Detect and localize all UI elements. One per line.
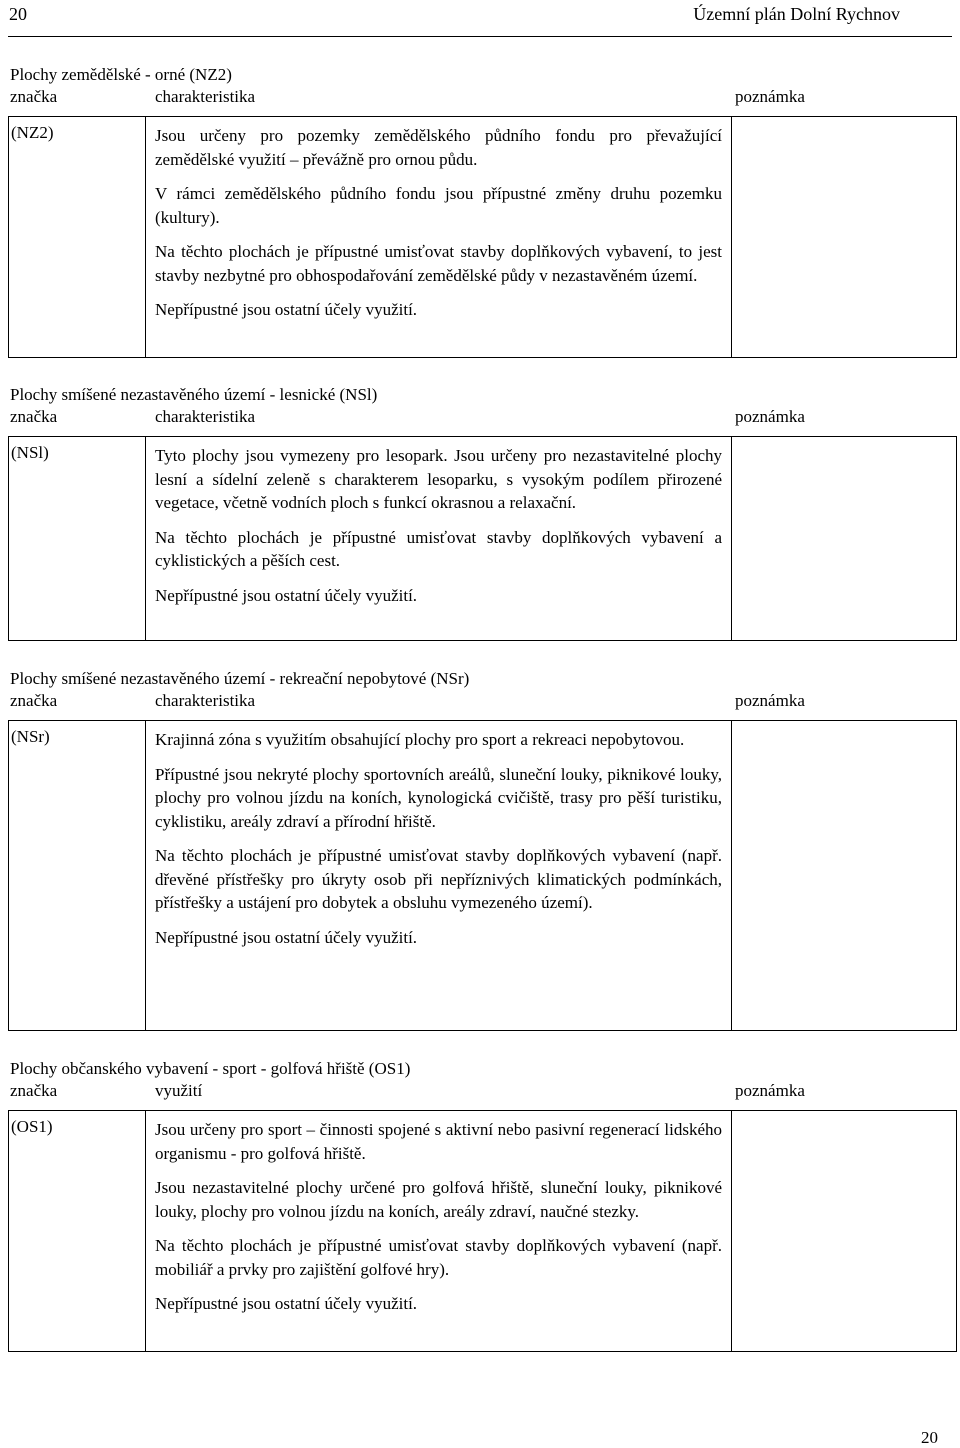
column-header-characteristics: charakteristika xyxy=(155,691,256,710)
paragraph: V rámci zemědělského půdního fondu jsou přípustné změny druhu pozemku (kultury). xyxy=(155,184,722,227)
paragraph: Jsou určeny pro sport – činnosti spojené s aktivní nebo pasivní regenerací lidského organismu - pro golfová hřiště. xyxy=(155,1120,722,1163)
characteristics-text xyxy=(155,1118,722,1316)
table-header xyxy=(8,1079,958,1103)
column-divider xyxy=(731,437,732,640)
column-header-characteristics: charakteristika xyxy=(155,87,256,106)
characteristics-text xyxy=(155,728,722,949)
table-header xyxy=(8,85,958,109)
paragraph: Na těchto plochách je přípustné umisťovat stavby doplňkových vybavení a cyklistických a pěších cest. xyxy=(155,527,722,570)
column-divider xyxy=(145,117,146,357)
regulation-table xyxy=(8,116,957,358)
column-divider xyxy=(731,721,732,1030)
header-document-title: Územní plán Dolní Rychnov xyxy=(693,4,900,24)
area-code: (NZ2) xyxy=(11,123,54,142)
column-header-code: značka xyxy=(10,87,58,106)
paragraph: Na těchto plochách je přípustné umisťovat stavby doplňkových vybavení (např. mobiliář a prvky pro zajištění golfové hry). xyxy=(155,1236,722,1279)
regulation-table xyxy=(8,1110,957,1352)
section-title: Plochy smíšené nezastavěného území - lesnické (NSl) xyxy=(10,385,378,404)
column-header-code: značka xyxy=(10,691,58,710)
header-page-number: 20 xyxy=(9,4,27,24)
paragraph: Jsou nezastavitelné plochy určené pro golfová hřiště, sluneční louky, piknikové louky, plochy pro volnou jízdu na koních, areály zdraví, naučné stezky. xyxy=(155,1178,722,1221)
section-title: Plochy občanského vybavení - sport - golfová hřiště (OS1) xyxy=(10,1059,411,1078)
column-header-usage: využití xyxy=(155,1081,203,1100)
paragraph: Nepřípustné jsou ostatní účely využití. xyxy=(155,1294,418,1313)
characteristics-text xyxy=(155,124,722,322)
column-header-note: poznámka xyxy=(735,1081,805,1100)
column-divider xyxy=(145,721,146,1030)
table-header xyxy=(8,689,958,713)
footer-page-number: 20 xyxy=(921,1428,938,1447)
area-code: (OS1) xyxy=(11,1117,53,1136)
paragraph: Tyto plochy jsou vymezeny pro lesopark. Jsou určeny pro nezastavitelné plochy lesní a sídelní zeleně s charakterem lesoparku, s vysokým podílem přirozené vegetace, včetně vodních ploch s funkcí okrasnou a relaxační. xyxy=(155,446,722,512)
characteristics-text xyxy=(155,444,722,607)
area-code: (NSr) xyxy=(11,727,50,746)
column-header-characteristics: charakteristika xyxy=(155,407,256,426)
paragraph: Přípustné jsou nekryté plochy sportovních areálů, sluneční louky, piknikové louky, plochy pro volnou jízdu na koních, kynologická cvičiště, trasy pro pěší turistiku, cyklistiku, areály zdraví a přírodní hřiště. xyxy=(155,764,722,831)
section-title: Plochy zemědělské - orné (NZ2) xyxy=(10,65,232,84)
paragraph: Nepřípustné jsou ostatní účely využití. xyxy=(155,927,418,947)
column-header-note: poznámka xyxy=(735,87,805,106)
header-divider xyxy=(8,36,952,37)
table-header xyxy=(8,405,958,429)
column-header-code: značka xyxy=(10,407,58,426)
column-header-code: značka xyxy=(10,1081,58,1100)
regulation-table xyxy=(8,436,957,641)
column-divider xyxy=(145,437,146,640)
column-header-note: poznámka xyxy=(735,407,805,426)
paragraph: Jsou určeny pro pozemky zemědělského půdního fondu pro převažující zemědělské využití – převážně pro ornou půdu. xyxy=(155,126,722,169)
section-title: Plochy smíšené nezastavěného území - rekreační nepobytové (NSr) xyxy=(10,669,470,688)
paragraph: Krajinná zóna s využitím obsahující plochy pro sport a rekreaci nepobytovou. xyxy=(155,730,685,749)
area-code: (NSl) xyxy=(11,443,49,462)
paragraph: Nepřípustné jsou ostatní účely využití. xyxy=(155,585,418,605)
regulation-table xyxy=(8,720,957,1031)
paragraph: Na těchto plochách je přípustné umisťovat stavby doplňkových vybavení (např. dřevěné přístřešky pro úkryty osob při nepříznivých klimatických podmínkách, přístřešky a ustájení pro dobytek a obsluhu vymezeného území). xyxy=(155,846,722,912)
column-divider xyxy=(731,117,732,357)
paragraph: Nepřípustné jsou ostatní účely využití. xyxy=(155,300,418,319)
paragraph: Na těchto plochách je přípustné umisťovat stavby doplňkových vybavení, to jest stavby nezbytné pro obhospodařování zemědělské půdy v nezastavěném území. xyxy=(155,242,722,285)
column-divider xyxy=(145,1111,146,1351)
column-divider xyxy=(731,1111,732,1351)
column-header-note: poznámka xyxy=(735,691,805,710)
